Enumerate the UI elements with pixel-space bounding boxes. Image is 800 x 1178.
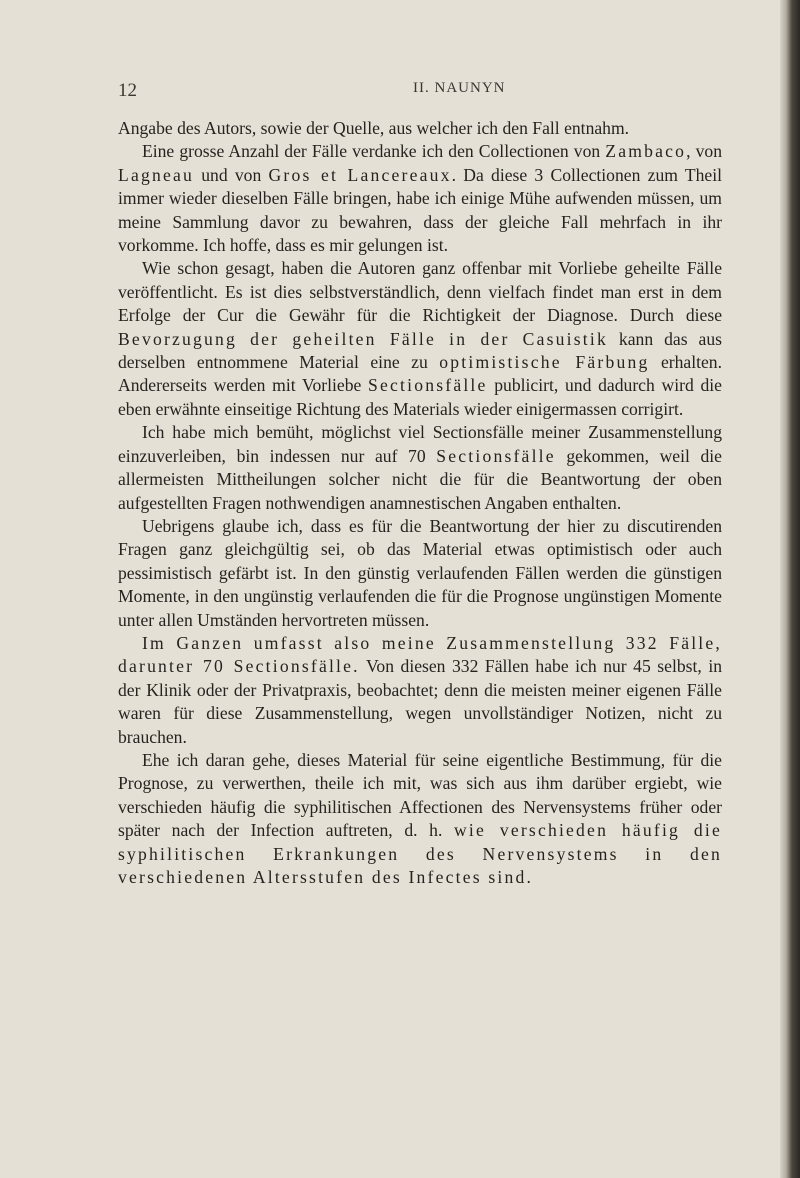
text-run: Wie schon gesagt, haben die Autoren ganz offenbar mit Vorliebe geheilte Fälle veröffentlicht. Es ist dies selbstverständlich, denn vielfach findet man erst in dem Erfolge der Cur die Gewähr für die Richtigkeit der Diagnose. Durch diese [118,258,722,326]
paragraph-5 [118,515,722,632]
text-run: Uebrigens glaube ich, dass es für die Beantwortung der hier zu discutirenden Fragen ganz gleichgültig sei, ob das Material etwas optimistisch oder auch pessimistisch gefärbt ist. In den günstig verlaufenden Fällen werden die günstigen Momente, in den ungünstig verlaufenden die für die Prognose ungünstigen Momente unter allen Umständen hervortreten müssen. [118,515,722,630]
spaced-emphasis: Sectionsfälle [436,445,556,466]
spaced-emphasis: Zambaco [605,141,687,162]
text-run: erhalten. Andererseits werden mit Vorliebe [118,352,723,396]
body-text [118,117,722,889]
paragraph-1 [118,117,722,140]
page-edge-shadow [780,0,800,1178]
paragraph-7 [118,749,722,889]
spaced-emphasis: Im Ganzen umfasst also meine Zusammenstellung 332 Fälle, darunter 70 Sectionsfälle. [118,632,722,677]
spaced-emphasis: Gros et Lancereaux [268,164,452,185]
paragraph-2 [118,140,722,257]
running-head: II. NAUNYN [413,80,506,96]
page-number: 12 [118,80,137,101]
text-run: und von [193,164,269,185]
text-run: Ich habe mich bemüht, möglichst viel Sectionsfälle meiner Zusammenstellung einzuverleiben, bin indessen nur auf 70 [118,422,722,466]
paragraph-3 [118,257,722,421]
paragraph-4 [118,421,722,515]
spaced-emphasis: optimistische Färbung [439,352,650,373]
text-run: Eine grosse Anzahl der Fälle verdanke ich den Collectionen von [142,141,606,162]
spaced-emphasis: Sectionsfälle [368,375,488,396]
text-run: publicirt, und dadurch wird die eben erwähnte einseitige Richtung des Materials wieder einigermassen corrigirt. [118,375,722,419]
text-run: . Da diese 3 Collectionen zum Theil immer wieder dieselben Fälle bringen, habe ich einige Mühe aufwenden müssen, um meine Sammlung davor zu bewahren, dass der gleiche Fall mehrfach in ihr vorkomme. Ich hoffe, dass es mir gelungen ist. [118,164,722,256]
spaced-emphasis: wie verschieden häufig die syphilitischen Erkrankungen des Nervensystems in den verschiedenen Altersstufen des Infectes sind. [118,820,722,887]
spaced-emphasis: Lagneau [118,164,194,185]
paragraph-6 [118,632,722,749]
text-run: Von diesen 332 Fällen habe ich nur 45 selbst, in der Klinik oder der Privatpraxis, beobachtet; denn die meisten meiner eigenen Fälle waren für diese Zusammenstellung, wegen unvollständiger Notizen, nicht zu brauchen. [118,656,722,747]
text-run: , von [686,141,723,162]
page-header [118,80,718,104]
text-run: Ehe ich daran gehe, dieses Material für seine eigentliche Bestimmung, für die Prognose, zu verwerthen, theile ich mit, was sich aus ihm darüber ergiebt, wie verschieden häufig die syphilitischen Affectionen des Nervensystems früher oder später nach der Infection auftreten, d. h. [118,749,722,841]
text-run: Angabe des Autors, sowie der Quelle, aus welcher ich den Fall entnahm. [118,118,630,138]
spaced-emphasis: Bevorzugung der geheilten Fälle in der Casuistik [118,328,608,349]
text-run: gekommen, weil die allermeisten Mittheilungen solcher nicht die für die Beantwortung der oben aufgestellten Fragen nothwendigen anamnestischen Angaben enthalten. [118,445,722,513]
text-run: kann das aus derselben entnommene Material eine zu [118,328,722,373]
